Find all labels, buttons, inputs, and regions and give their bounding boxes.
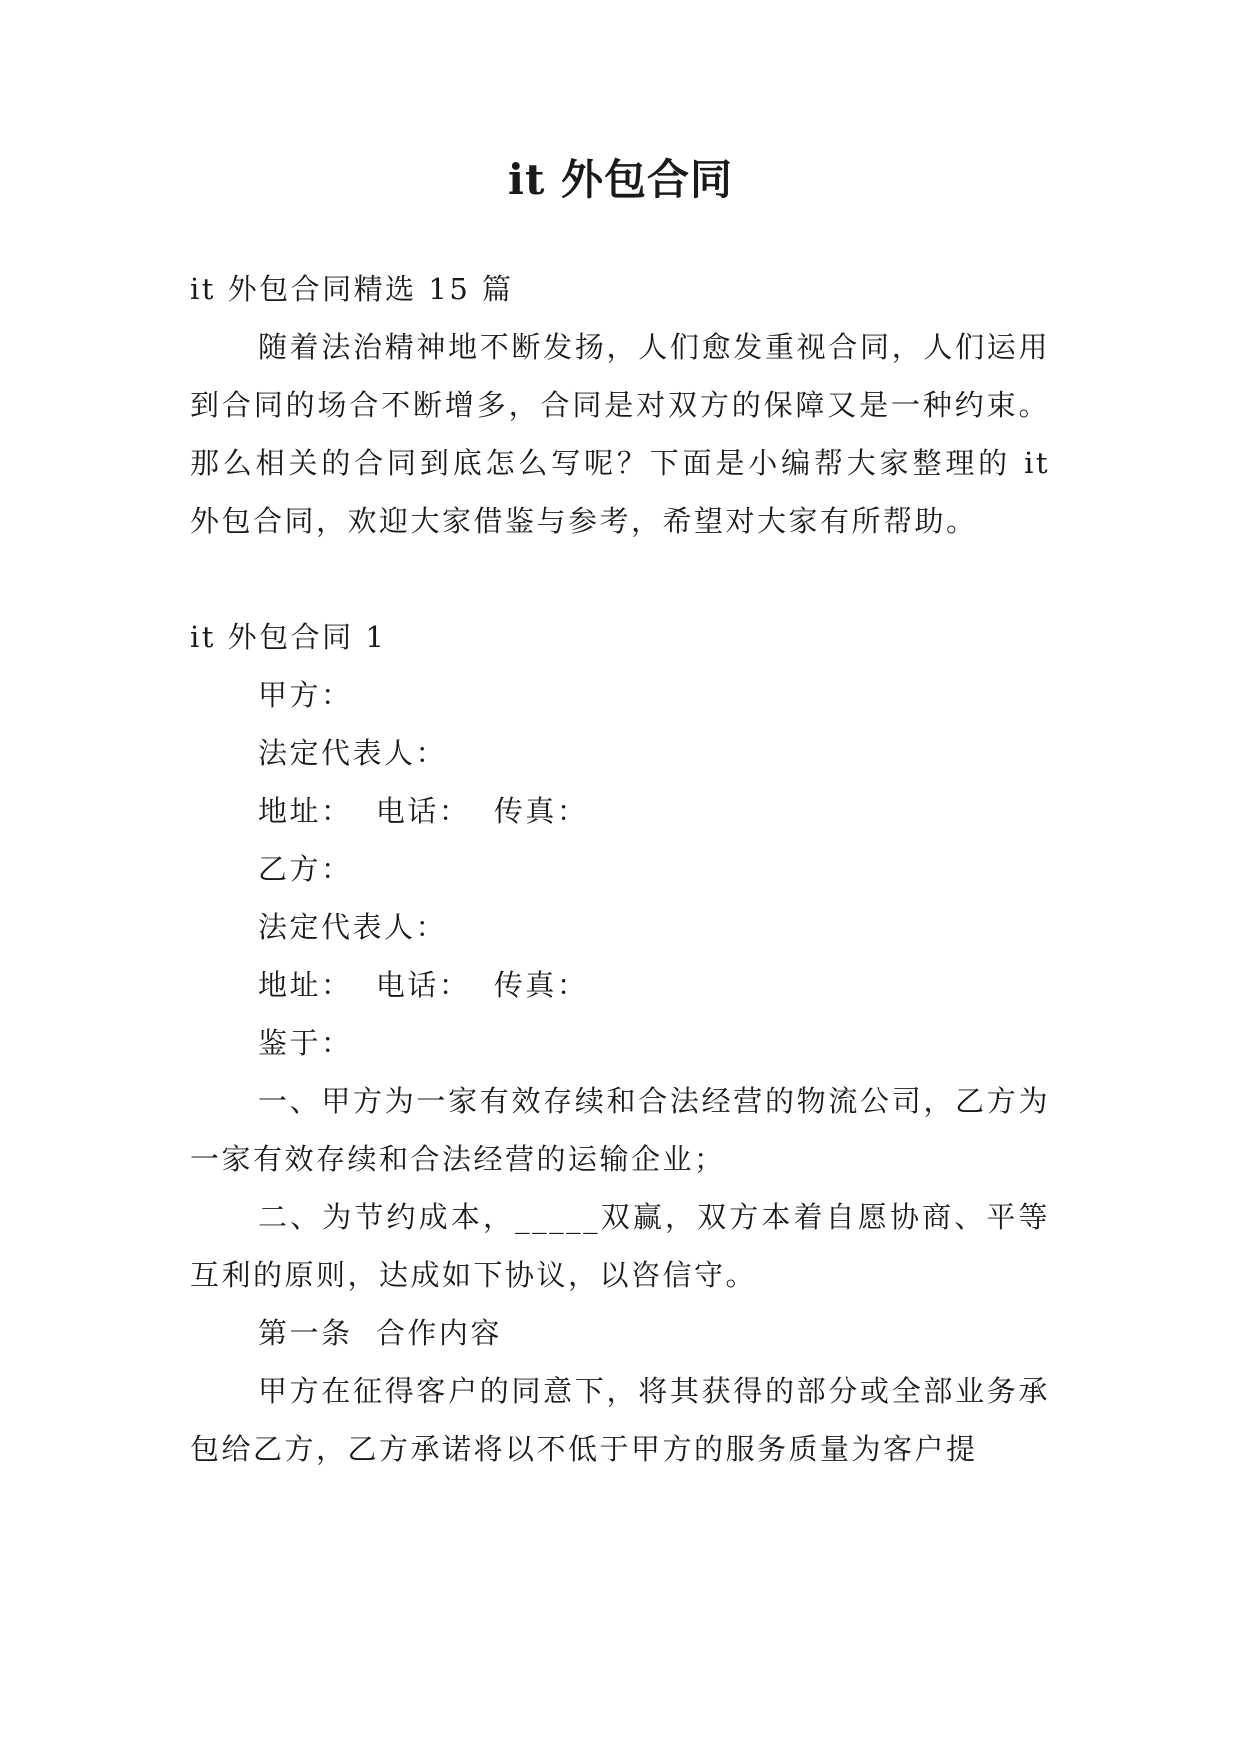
spacer: [190, 550, 1050, 608]
clause-one: 一、甲方为一家有效存续和合法经营的物流公司，乙方为一家有效存续和合法经营的运输企业；: [190, 1084, 1050, 1176]
section-heading: it 外包合同 1: [190, 620, 387, 654]
party-a-contact: 地址： 电话： 传真：: [258, 794, 589, 828]
party-a-label: 甲方：: [258, 678, 353, 712]
party-b-contact: 地址： 电话： 传真：: [258, 968, 589, 1002]
party-b-label: 乙方：: [258, 852, 353, 886]
whereas-label: 鉴于：: [258, 1026, 353, 1060]
intro-paragraph: 随着法治精神地不断发扬，人们愈发重视合同，人们运用到合同的场合不断增多，合同是对双方的保障又是一种约束。那么相关的合同到底怎么写呢？下面是小编帮大家整理的 it 外包合同，欢迎大家借鉴与参考，希望对大家有所帮助。: [190, 330, 1050, 538]
document-body: [190, 260, 1050, 1478]
document-subtitle: it 外包合同精选 15 篇: [190, 272, 514, 306]
party-a-representative: 法定代表人：: [258, 736, 448, 770]
clause-two: 二、为节约成本，_____双赢，双方本着自愿协商、平等互利的原则，达成如下协议，以咨信守。: [190, 1200, 1050, 1292]
party-b-representative: 法定代表人：: [258, 910, 448, 944]
article-one-heading: 第一条 合作内容: [258, 1316, 502, 1350]
article-one-text: 甲方在征得客户的同意下，将其获得的部分或全部业务承包给乙方，乙方承诺将以不低于甲方的服务质量为客户提: [190, 1374, 1050, 1466]
document-title: it 外包合同: [508, 155, 733, 204]
